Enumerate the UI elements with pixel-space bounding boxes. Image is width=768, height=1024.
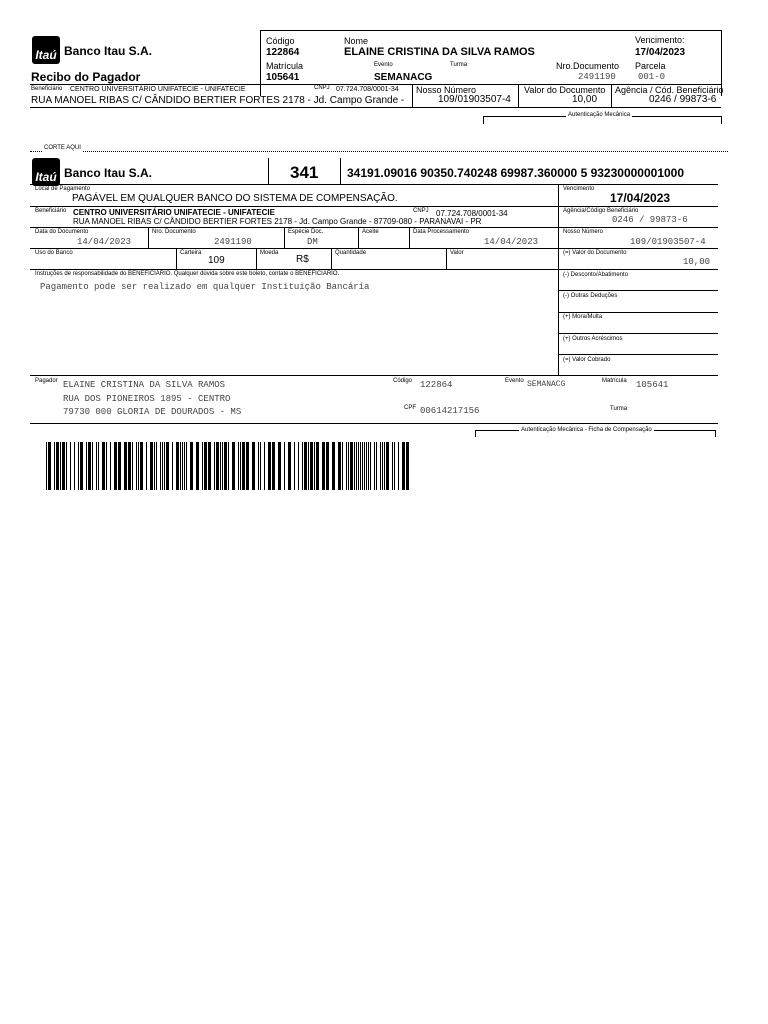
barcode-bar [332, 442, 335, 490]
barcode-bar [136, 442, 137, 490]
evento-value: SEMANACG [374, 72, 433, 83]
receipt-title: Recibo do Pagador [31, 70, 141, 84]
barcode-bar [294, 442, 295, 490]
parcela-value: 001-0 [638, 72, 666, 82]
divider [331, 248, 332, 269]
barcode-bar [166, 442, 169, 490]
especie-doc-label: Espécie Doc. [288, 229, 324, 235]
valor-documento-label: Valor do Documento [524, 85, 606, 95]
barcode-bar [132, 442, 133, 490]
quantidade-label: Quantidade [335, 250, 367, 256]
bank-name: Banco Itau S.A. [64, 44, 153, 58]
barcode-bar [382, 442, 383, 490]
valor-documento-value: 10,00 [683, 257, 711, 267]
cnpj-label: CNPJ [413, 208, 429, 214]
barcode-bar [342, 442, 343, 490]
barcode-bar [114, 442, 117, 490]
barcode-bar [216, 442, 219, 490]
data-documento-value: 14/04/2023 [77, 237, 132, 247]
divider [30, 375, 718, 376]
divider [611, 84, 612, 107]
data-processamento-label: Data Processamento [413, 229, 470, 235]
agencia-value: 0246 / 99873-6 [612, 215, 688, 225]
barcode-bar [70, 442, 71, 490]
barcode-bar [186, 442, 187, 490]
beneficiario-value: CENTRO UNIVERSITÁRIO UNIFATECIE - UNIFATECIE [73, 208, 275, 217]
outros-acrescimos-label: (+) Outros Acréscimos [563, 336, 623, 342]
divider [518, 84, 519, 107]
cut-line [30, 151, 728, 152]
barcode-bar [402, 442, 405, 490]
barcode-bar [208, 442, 211, 490]
outras-deducoes-label: (-) Outras Deduções [563, 293, 618, 299]
barcode-bar [102, 442, 105, 490]
divider [558, 354, 718, 355]
auth-bracket [483, 116, 484, 124]
endereco-value: RUA MANOEL RIBAS C/ CÂNDIDO BERTIER FORTES 2178 - Jd. Campo Grande - [31, 95, 405, 106]
divider [558, 184, 559, 375]
vencimento-value: 17/04/2023 [635, 47, 686, 58]
barcode-bar [360, 442, 361, 490]
linha-digitavel: 34191.09016 90350.740248 69987.360000 5 93230000001000 [347, 166, 685, 180]
barcode-bar [406, 442, 409, 490]
barcode-bar [298, 442, 299, 490]
barcode-bar [162, 442, 163, 490]
divider [409, 227, 410, 248]
barcode-bar [176, 442, 179, 490]
agencia-value: 0246 / 99873-6 [649, 94, 717, 105]
barcode-bar [60, 442, 61, 490]
barcode-bar [128, 442, 131, 490]
desconto-label: (-) Desconto/Abatimento [563, 272, 629, 278]
barcode-bar [326, 442, 329, 490]
barcode-bar [106, 442, 107, 490]
valor-documento-value: 10,00 [572, 94, 598, 105]
barcode-bar [240, 442, 241, 490]
barcode-bar [260, 442, 261, 490]
barcode-bar [54, 442, 55, 490]
auth-bracket [715, 430, 716, 437]
pagador-rua: RUA DOS PIONEIROS 1895 - CENTRO [63, 394, 231, 404]
barcode-bar [150, 442, 153, 490]
itau-logo: Itaú [32, 158, 60, 186]
autenticacao-label: Autenticação Mecânica - Ficha de Compensação [521, 427, 652, 433]
agencia-label: Agência / Cód. Beneficiário [615, 85, 724, 95]
nome-label: Nome [344, 36, 369, 46]
nosso-numero-value: 109/01903507-4 [438, 94, 511, 105]
barcode-bar [278, 442, 281, 490]
barcode-bar [314, 442, 315, 490]
nosso-numero-label: Nosso Número [416, 85, 477, 95]
barcode-bar [214, 442, 215, 490]
cut-label: CORTE AQUI [44, 145, 81, 151]
barcode-bar [322, 442, 325, 490]
barcode-bar [88, 442, 91, 490]
barcode-bar [398, 442, 399, 490]
cnpj-label: CNPJ [314, 85, 330, 91]
barcode-bar [172, 442, 173, 490]
barcode-bar [374, 442, 375, 490]
barcode-bar [310, 442, 313, 490]
valor-documento-label: (=) Valor do Documento [563, 250, 627, 256]
beneficiario-label: Beneficiário [31, 86, 63, 92]
barcode-bar [368, 442, 369, 490]
barcode-bar [118, 442, 121, 490]
barcode-bar [386, 442, 389, 490]
barcode-bar [380, 442, 381, 490]
barcode-bar [242, 442, 245, 490]
turma-label: Turma [610, 406, 628, 412]
barcode-bar [252, 442, 255, 490]
barcode-bar [124, 442, 127, 490]
barcode-bar [350, 442, 353, 490]
valor-label: Valor [450, 250, 464, 256]
codigo-label: Código [266, 36, 295, 46]
barcode-bar [356, 442, 357, 490]
divider [176, 248, 177, 269]
itau-logo: Itaú [32, 36, 60, 64]
pagador-nome: ELAINE CRISTINA DA SILVA RAMOS [63, 380, 226, 390]
divider [412, 84, 413, 107]
matricula-label: Matrícula [266, 61, 304, 71]
instrucoes-value: Pagamento pode ser realizado em qualquer Instituição Bancária [40, 282, 370, 292]
divider [558, 290, 718, 291]
barcode-bar [304, 442, 307, 490]
barcode-bar [284, 442, 285, 490]
local-pagamento-label: Local de Pagamento [35, 186, 91, 192]
barcode-image [46, 442, 416, 490]
barcode-bar [146, 442, 147, 490]
auth-bracket [721, 116, 722, 124]
barcode-bar [238, 442, 239, 490]
nro-documento-label: Nro. Documento [152, 229, 196, 235]
nro-documento-value: 2491190 [578, 72, 616, 82]
divider [30, 107, 721, 108]
barcode-bar [264, 442, 265, 490]
barcode-bar [78, 442, 79, 490]
turma-label: Turma [450, 62, 468, 68]
barcode-bar [366, 442, 367, 490]
divider [148, 227, 149, 248]
barcode-bar [370, 442, 371, 490]
barcode-bar [338, 442, 341, 490]
data-documento-label: Data do Documento [35, 229, 89, 235]
cpf-value: 00614217156 [420, 406, 480, 416]
barcode-bar [86, 442, 87, 490]
barcode-bar [346, 442, 347, 490]
barcode-bar [62, 442, 65, 490]
barcode-bar [288, 442, 291, 490]
barcode-bar [392, 442, 393, 490]
divider [340, 158, 341, 184]
nro-documento-value: 2491190 [214, 237, 252, 247]
divider [30, 269, 718, 270]
barcode-bar [184, 442, 185, 490]
nome-value: ELAINE CRISTINA DA SILVA RAMOS [344, 46, 535, 58]
barcode-bar [56, 442, 59, 490]
matricula-label: Matrícula [602, 378, 627, 384]
barcode-bar [364, 442, 365, 490]
barcode-bar [224, 442, 227, 490]
valor-cobrado-label: (=) Valor Cobrado [563, 357, 611, 363]
barcode-bar [154, 442, 155, 490]
evento-label: Evento [505, 378, 524, 384]
beneficiario-value: CENTRO UNIVERSITÁRIO UNIFATECIE - UNIFATECIE [70, 86, 246, 93]
divider [268, 158, 269, 184]
barcode-bar [354, 442, 355, 490]
barcode-bar [196, 442, 199, 490]
barcode-bar [164, 442, 165, 490]
barcode-bar [92, 442, 93, 490]
vencimento-value: 17/04/2023 [610, 191, 671, 205]
divider [558, 333, 718, 334]
barcode-bar [204, 442, 207, 490]
barcode-bar [110, 442, 111, 490]
evento-label: Evento [374, 62, 393, 68]
barcode-bar [140, 442, 143, 490]
auth-bracket [475, 430, 476, 437]
barcode-bar [358, 442, 359, 490]
barcode-bar [376, 442, 377, 490]
barcode-bar [228, 442, 229, 490]
divider [30, 227, 718, 228]
barcode-bar [156, 442, 157, 490]
cnpj-value: 07.724.708/0001-34 [336, 86, 399, 93]
moeda-label: Moeda [260, 250, 279, 256]
vencimento-label: Vencimento: [635, 35, 685, 45]
moeda-value: R$ [296, 254, 309, 265]
barcode-bar [74, 442, 75, 490]
divider [30, 423, 718, 424]
divider [358, 227, 359, 248]
divider [284, 227, 285, 248]
endereco-value: RUA MANOEL RIBAS C/ CÂNDIDO BERTIER FORTES 2178 - Jd. Campo Grande - 87709-080 - PARANAVAI - PR [73, 217, 482, 226]
divider [30, 206, 718, 207]
barcode-bar [138, 442, 139, 490]
barcode-bar [182, 442, 183, 490]
data-processamento-value: 14/04/2023 [484, 237, 539, 247]
barcode-bar [160, 442, 161, 490]
carteira-label: Carteira [180, 250, 202, 256]
vencimento-label: Vencimento [563, 186, 595, 192]
cpf-label: CPF [404, 405, 416, 411]
carteira-value: 109 [208, 255, 225, 266]
bank-code: 341 [290, 163, 319, 182]
barcode-bar [180, 442, 181, 490]
autenticacao-label: Autenticação Mecânica [568, 112, 631, 118]
barcode-bar [190, 442, 193, 490]
nosso-numero-value: 109/01903507-4 [630, 237, 706, 247]
barcode-bar [66, 442, 67, 490]
nro-documento-label: Nro.Documento [556, 61, 620, 71]
barcode-bar [202, 442, 203, 490]
barcode-bar [98, 442, 99, 490]
mora-label: (+) Mora/Multa [563, 314, 603, 320]
barcode-bar [316, 442, 319, 490]
divider [558, 312, 718, 313]
barcode-bar [222, 442, 223, 490]
especie-doc-value: DM [307, 237, 318, 247]
barcode-bar [232, 442, 235, 490]
barcode-bar [384, 442, 385, 490]
instrucoes-label: Instruções de responsabilidade do BENEFICIÁRIO. Qualquer dúvida sobre este boleto, contate o BENEFICIÁRIO. [35, 271, 340, 277]
barcode-bar [348, 442, 349, 490]
matricula-value: 105641 [266, 72, 300, 83]
barcode-bar [80, 442, 83, 490]
barcode-bar [258, 442, 259, 490]
barcode-bar [308, 442, 309, 490]
divider [256, 248, 257, 269]
divider [30, 184, 718, 185]
barcode-bar [246, 442, 249, 490]
codigo-value: 122864 [420, 380, 453, 390]
barcode-bar [96, 442, 97, 490]
barcode-bar [362, 442, 363, 490]
divider [260, 30, 261, 96]
uso-banco-label: Uso do Banco [35, 250, 73, 256]
barcode-bar [48, 442, 51, 490]
pagador-label: Pagador [35, 378, 58, 384]
parcela-label: Parcela [635, 61, 666, 71]
barcode-bar [46, 442, 47, 490]
barcode-bar [394, 442, 395, 490]
evento-value: SEMANACG [527, 380, 566, 389]
aceite-label: Aceite [362, 229, 379, 235]
matricula-value: 105641 [636, 380, 669, 390]
cnpj-value: 07.724.708/0001-34 [436, 209, 508, 218]
divider [30, 248, 718, 249]
nosso-numero-label: Nosso Número [563, 229, 604, 235]
beneficiario-label: Beneficiário [35, 208, 67, 214]
pagador-cidade: 79730 000 GLORIA DE DOURADOS - MS [63, 407, 242, 417]
bank-name: Banco Itau S.A. [64, 166, 153, 180]
codigo-value: 122864 [266, 47, 300, 58]
barcode-bar [272, 442, 275, 490]
divider [260, 30, 721, 31]
divider [446, 248, 447, 269]
barcode-bar [268, 442, 271, 490]
local-pagamento-value: PAGÁVEL EM QUALQUER BANCO DO SISTEMA DE COMPENSAÇÃO. [72, 193, 398, 204]
codigo-label: Código [393, 378, 413, 384]
barcode-bar [220, 442, 221, 490]
barcode-bar [302, 442, 303, 490]
agencia-label: Agência/Código Beneficiário [563, 208, 639, 214]
